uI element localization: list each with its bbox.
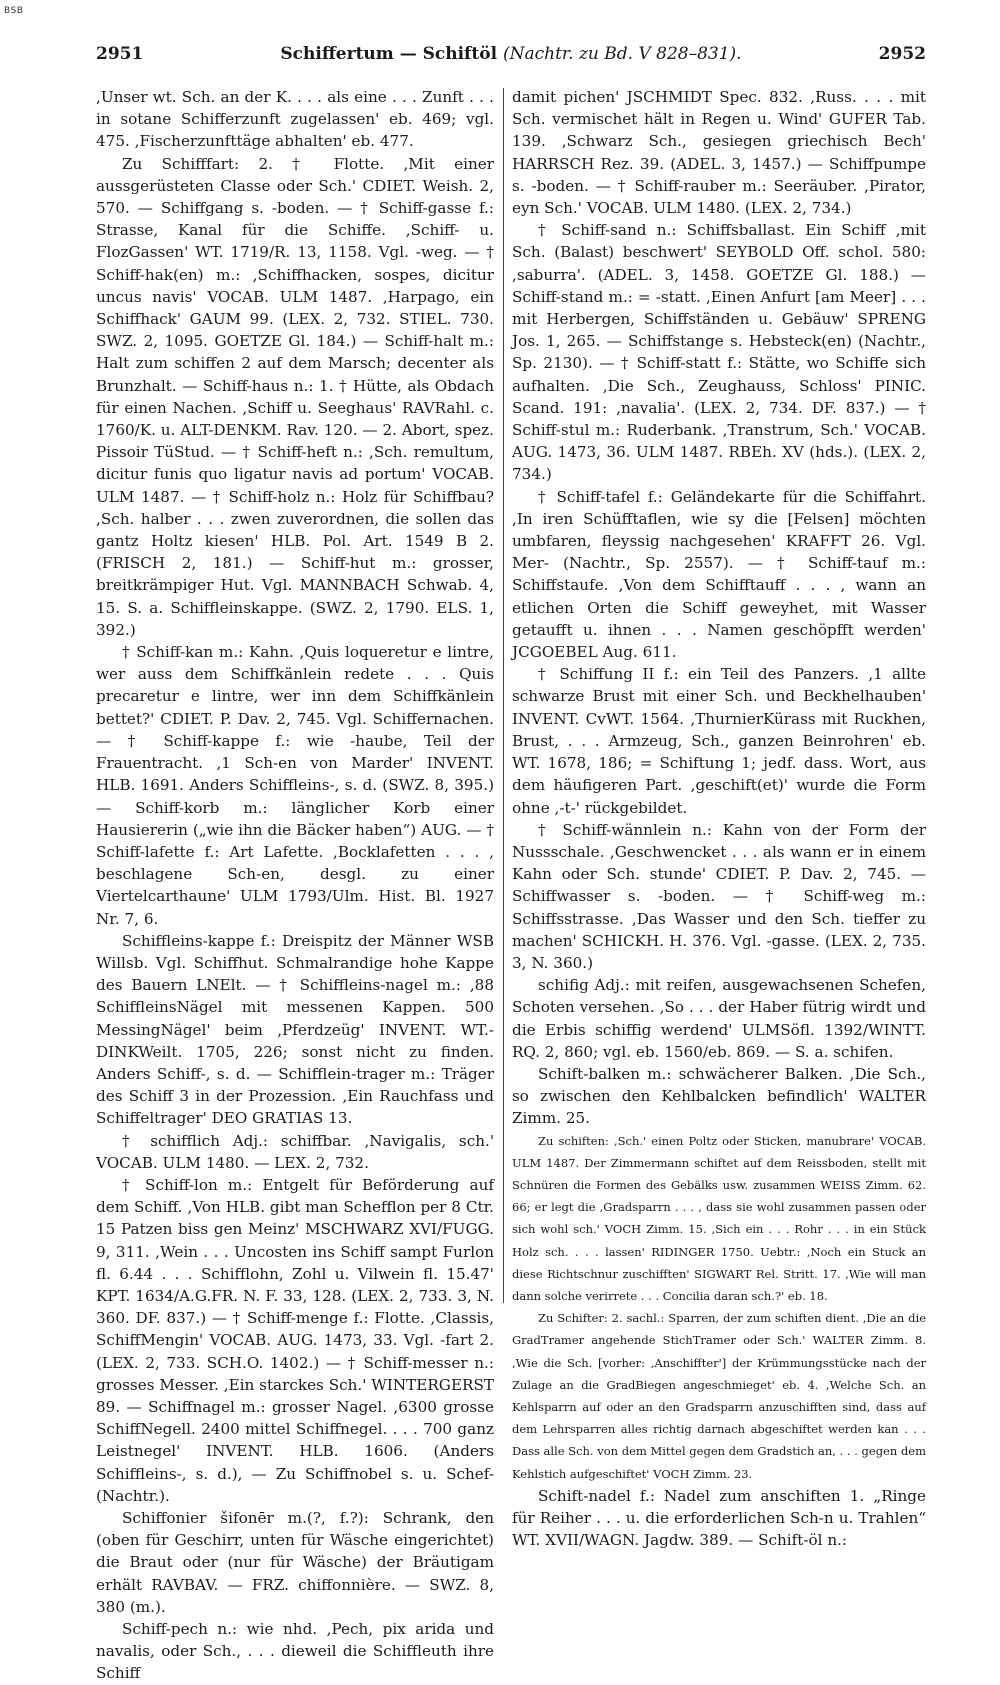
dictionary-entry: Schiffleins-kappe f.: Dreispitz der Männer WSB Willsb. Vgl. Schiffhut. Schmalrandige hohe Kappe des Bauern LNElt. — † Schiffleins-nagel m.: ,88 SchiffleinsNägel mit messenen Kappen. 500 MessingNägel' beim ,Pferdzeüg' INVENT. WT.-DINKWeilt. 1705, 226; sonst nicht zu finden. Anders Schiff-, s. d. — Schifflein-trager m.: Träger des Schiff 3 in der Prozession. ,Ein Rauchfass und Schiffeltrager' DEO GRATIAS 13. — [96, 931, 494, 1128]
dictionary-entry: † Schiff-sand n.: Schiffsballast. Ein Schiff ,mit Sch. (Balast) beschwert' SEYBOLD Off. schol. 580: ,saburra'. (ADEL. 3, 1458. GOETZE Gl. 188.) — Schiff-stand m.: = -statt. ,Einen Anfurt [am Meer] . . . mit Herbergen, Schiffständen u. Gebäuw' SPRENG Jos. 1, 265. — Schiffstange s. Hebsteck(en) (Nachtr., Sp. 2130). — † Schiff-statt f.: Stätte, wo Schiffe sich aufhalten. ,Die Sch., Zeughauss, Schloss' PINIC. Scand. 191: ,navalia'. (LEX. 2, 734. DF. 837.) — † Schiff-stul m.: Ruderbank. ,Transtrum, Sch.' VOCAB. AUG. 1473, 36. ULM 1487. RBEh. XV (hds.). (LEX. 2, 734.) — [512, 221, 926, 484]
running-head-reference: (Nachtr. zu Bd. V 828–831). — [502, 44, 742, 64]
dictionary-entry: † Schiffung II f.: ein Teil des Panzers. ,1 allte schwarze Brust mit einer Sch. und Beckhelhauben' INVENT. CvWT. 1564. ,ThurnierKürass mit Ruckhen, Brust, . . . Armzeug, Sch., ganzen Beinrohren' eb. WT. 1678, 186; = Schiftung 1; jedf. dass. Wort, aus dem häufigeren Part. ,geschift(et)' wurde die Form ohne ,-t-' rückgebildet. — [512, 665, 926, 817]
dictionary-entry: damit pichen' JSCHMIDT Spec. 832. ,Russ. . . . mit Sch. vermischet hält in Regen u. Wind' GUFER Tab. 139. ,Schwarz Sch., gesiegen griechisch Bech' HARRSCH Rez. 39. (ADEL. 3, 1457.) — Schiffpumpe s. -boden. — † Schiff-rauber m.: Seeräuber. ,Pirator, eyn Sch.' VOCAB. ULM 1480. (LEX. 2, 734.) — [512, 88, 926, 218]
library-stamp: BSB — [4, 6, 24, 16]
dictionary-entry: † Schiff-tafel f.: Geländekarte für die Schiffahrt. ,In iren Schüfftaflen, wie sy die [Felsen] möchten umbfaren, fleyssig nachgesehen' KRAFFT 26. Vgl. Mer- (Nachtr., Sp. 2557). — † Schiff-tauf m.: Schiffstaufe. ,Von dem Schifftauff . . . , wann an etlichen Orten die Schiff geweyhet, mit Wasser getaufft u. ihnen . . . Namen geschöpfft werden' JCGOEBEL Aug. 611. — [512, 487, 926, 662]
column-number-right: 2952 — [878, 44, 926, 64]
column-number-left: 2951 — [96, 44, 144, 64]
dictionary-entry: Zu Schifter: 2. sachl.: Sparren, der zum schiften dient. ,Die an die GradTramer angehende StichTramer oder Sch.' WALTER Zimm. 8. ,Wie die Sch. [vorher: ,Anschiffter'] der Krümmungsstücke nach der Zulage an die GradBiegen angeschmieget' eb. 4. ,Welche Sch. an Kehlsparrn auf oder an den Gradsparrn anzuschifften sind, dass auf dem Lehrsparren alles richtig darnach abgeschiftet werden kan . . . Dass alle Sch. von dem Mittel gegen dem Gradstich an, . . . gegen dem Kehlstich aufgeschiftet' VOCH Zimm. 23. — [512, 1311, 926, 1481]
dictionary-entry: Schift-balken m.: schwächerer Balken. ,Die Sch., so zwischen den Kehlbalcken befindlich' WALTER Zimm. 25. — [512, 1064, 926, 1128]
dictionary-entry: Zu Schifffart: 2. † Flotte. ,Mit einer aussgerüsteten Classe oder Sch.' CDIET. Weish. 2, 570. — Schiffgang s. -boden. — † Schiff-gasse f.: Strasse, Kanal für die Schiffe. ,Schiff- u. FlozGassen' WT. 1719/R. 13, 1158. Vgl. -weg. — † Schiff-hak(en) m.: ,Schiffhacken, sospes, dicitur uncus navis' VOCAB. ULM 1487. ,Harpago, ein Schiffhack' GAUM 99. (LEX. 2, 732. STIEL. 730. SWZ. 2, 1095. GOETZE Gl. 184.) — Schiff-halt m.: Halt zum schiffen 2 auf dem Marsch; decenter als Brunzhalt. — Schiff-haus n.: 1. † Hütte, als Obdach für einen Nachen. ,Schiff u. Seeghaus' RAVRahl. c. 1760/K. u. ALT-DENKM. Rav. 120. — 2. Abort, spez. Pissoir TüStud. — † Schiff-heft n.: ,Sch. remultum, dicitur funis quo ligatur navis ad portum' VOCAB. ULM 1487. — † Schiff-holz n.: Holz für Schiffbau? ,Sch. halber . . . zwen zuverordnen, die sollen das gantz Holtz kiesen' HLB. Pol. Art. 1549 B 2. (FRISCH 2, 181.) — Schiff-hut m.: grosser, breitkrämpiger Hut. Vgl. MANNBACH Schwab. 4, 15. S. a. Schiffleinskappe. (SWZ. 2, 1790. ELS. 1, 392.) — [96, 154, 494, 639]
dictionary-entry: Schift-nadel f.: Nadel zum anschiften 1. „Ringe für Reiher . . . u. die erforderlichen Sch-n u. Trahlen“ WT. XVII/WAGN. Jagdw. 389. — Schift-öl n.: — [512, 1486, 926, 1550]
left-column — [96, 86, 494, 1685]
column-divider — [503, 88, 504, 1303]
right-column — [512, 86, 926, 1551]
dictionary-entry: † schifflich Adj.: schiffbar. ,Navigalis, sch.' VOCAB. ULM 1480. — LEX. 2, 732. — [96, 1131, 494, 1172]
dictionary-entry: † Schiff-wännlein n.: Kahn von der Form der Nussschale. ,Geschwencket . . . als wann er in einem Kahn oder Sch. stunde' CDIET. P. Dav. 2, 745. — Schiffwasser s. -boden. — † Schiff-weg m.: Schiffsstrasse. ,Das Wasser und den Sch. tieffer zu machen' SCHICKH. H. 376. Vgl. -gasse. (LEX. 2, 735. 3, N. 360.) — [512, 820, 926, 972]
dictionary-entry: † Schiff-kan m.: Kahn. ,Quis loqueretur e lintre, wer auss dem Schiffkänlein redete . . . Quis precaretur e lintre, wer inn dem Schiffkänlein bettet?' CDIET. P. Dav. 2, 745. Vgl. Schiffernachen. — † Schiff-kappe f.: wie -haube, Teil der Frauentracht. ,1 Sch-en von Marder' INVENT. HLB. 1691. Anders Schiffleins-, s. d. (SWZ. 8, 395.) — Schiff-korb m.: länglicher Korb einer Hausiererin („wie ihn die Bäcker haben“) AUG. — † Schiff-lafette f.: Art Lafette. ,Bocklafetten . . . , beschlagene Sch-en, desgl. zu einer Viertelcarthaune' ULM 1793/Ulm. Hist. Bl. 1927 Nr. 7, 6. — [96, 643, 494, 928]
dictionary-entry: Schiff-pech n.: wie nhd. ,Pech, pix arida und navalis, oder Sch., . . . dieweil die Schiffleuth ihre Schiff — [96, 1620, 494, 1683]
running-head — [96, 44, 926, 64]
dictionary-entry: ,Unser wt. Sch. an der K. . . . als eine . . . Zunft . . . in sotane Schifferzunft zugelassen' eb. 469; vgl. 475. ,Fischerzunfttäge abhalten' eb. 477. — [96, 88, 494, 151]
dictionary-entry: Zu schiften: ,Sch.' einen Poltz oder Sticken, manubrare' VOCAB. ULM 1487. Der Zimmermann schiftet auf dem Reissboden, stellt mit Schnüren die Formen des Gebälks usw. zusammen WEISS Zimm. 62. 66; er legt die ,Gradsparrn . . . , dass sie wohl zusammen passen oder sich wohl sch.' VOCH Zimm. 15. ,Sich ein . . . Rohr . . . in ein Stück Holz sch. . . . lassen' RIDINGER 1750. Uebtr.: ,Noch ein Stuck an diese Richtschnur zuschifften' SIGWART Rel. Stritt. 17. ,Wie will man dann solche verirrete . . . Concilia daran sch.?' eb. 18. — [512, 1133, 926, 1303]
dictionary-entry: † Schiff-lon m.: Entgelt für Beförderung auf dem Schiff. ,Von HLB. gibt man Schefflon per 8 Ctr. 15 Patzen biss gen Meinz' MSCHWARZ XVI/FUGG. 9, 311. ,Wein . . . Uncosten ins Schiff sampt Furlon fl. 6.44 . . . Schifflohn, Zohl u. Vilwein fl. 15.47' KPT. 1634/A.G.FR. N. F. 33, 128. (LEX. 2, 733. 3, N. 360. DF. 837.) — † Schiff-menge f.: Flotte. ,Classis, SchiffMengin' VOCAB. AUG. 1473, 33. Vgl. -fart 2. (LEX. 2, 733. SCH.O. 1402.) — † Schiff-messer n.: grosses Messer. ,Ein starckes Sch.' WINTERGERST 89. — Schiffnagel m.: grosser Nagel. ,6300 grosse SchiffNegell. 2400 mittel Schiffnegel. . . . 700 ganz Leistnegel' INVENT. HLB. 1606. (Anders Schiffleins-, s. d.), — Zu Schiffnobel s. u. Schef- (Nachtr.). — [96, 1175, 494, 1505]
page-header — [96, 44, 926, 70]
dictionary-entry: schifig Adj.: mit reifen, ausgewachsenen Schefen, Schoten versehen. ,So . . . der Haber fütrig wirdt und die Erbis schiffig werdend' ULMSöfl. 1392/WINTT. RQ. 2, 860; vgl. eb. 1560/eb. 869. — S. a. schifen. — [512, 976, 926, 1061]
dictionary-entry: Schiffonier šifonēr m.(?, f.?): Schrank, den (oben für Geschirr, unten für Wäsche eingerichtet) die Braut oder (nur für Wäsche) der Bräutigam erhält RAVBAV. — FRZ. chiffonnière. — SWZ. 8, 380 (m.). — [96, 1509, 494, 1616]
running-head-title: Schiffertum — Schiftöl — [280, 44, 498, 64]
